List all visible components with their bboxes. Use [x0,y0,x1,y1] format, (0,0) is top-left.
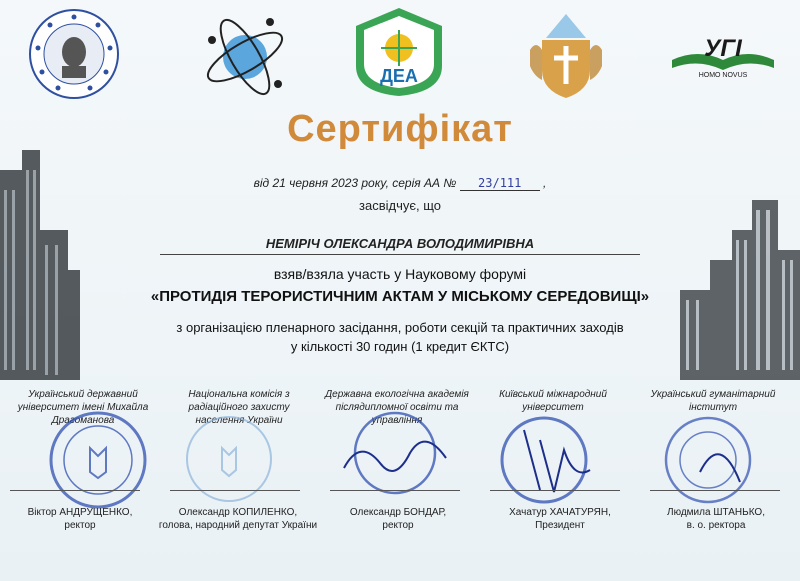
signer-2-role: голова, народний депутат України [158,520,318,531]
ugi-institute-logo-icon [668,30,778,78]
signer-3-name: Олександр БОНДАР, [349,507,447,518]
organization-4: Київський міжнародний університет [499,389,607,413]
signer-5-name: Людмила ШТАНЬКО, [667,507,765,518]
recipient-name: НЕМІРІЧ ОЛЕКСАНДРА ВОЛОДИМИРІВНА [160,236,640,255]
atom-logo-icon [200,12,290,102]
organization-3: Державна екологічна академія післядипломної освіти та управління [325,389,469,426]
forum-hours: у кількості 30 годин (1 кредит ЄКТС) [290,339,510,354]
signature-line-4 [490,490,620,491]
signer-4 [480,506,640,532]
dragomanov-university-logo-icon [28,8,120,100]
certificate-title: Сертифікат [287,108,513,150]
signer-5 [636,506,796,532]
signer-4-role: Президент [535,520,585,531]
signer-3-role: ректор [382,520,414,531]
organization-1: Український державний університет імені Михайла Драгоманова [17,389,149,426]
signer-1-name: Віктор АНДРУЩЕНКО, [27,507,133,518]
participation-text: взяв/взяла участь у Науковому форумі [273,266,527,282]
stamp-5-icon [660,412,760,507]
signer-4-name: Хачатур ХАЧАТУРЯН, [509,507,611,518]
ugi-motto: HOMO NOVUS [698,72,748,78]
certificate-date-line [0,176,800,191]
signer-2-name: Олександр КОПИЛЕНКО, [178,507,298,518]
certifies-text: засвідчує, що [359,198,441,213]
signature-line-3 [330,490,460,491]
organization-5: Український гуманітарний інститут [650,389,776,413]
certificate-number: 23/111 [460,176,540,191]
certificate-date-suffix: , [543,176,547,190]
kyiv-international-university-logo-icon [520,10,612,102]
certificate-date: від 21 червня 2023 року, серія АА № [253,176,457,190]
signer-2 [158,506,318,532]
signer-1-role: ректор [64,520,96,531]
dea-academy-logo-icon [354,6,444,98]
signature-line-5 [650,490,780,491]
signature-line-2 [170,490,300,491]
ugi-label: УГІ [704,35,742,62]
stamp-3-icon [340,408,450,498]
signer-5-role: в. о. ректора [686,520,746,531]
signature-line-1 [10,490,140,491]
stamp-1-icon [48,410,148,510]
forum-title: «ПРОТИДІЯ ТЕРОРИСТИЧНИМ АКТАМ У МІСЬКОМУ СЕРЕДОВИЩІ» [150,288,650,305]
signer-3 [318,506,478,532]
forum-details: з організацією пленарного засідання, роботи секцій та практичних заходів [176,320,624,335]
organization-2: Національна комісія з радіаційного захисту населення України [188,389,290,426]
dea-label: ДЕА [380,66,418,86]
signer-1 [0,506,160,532]
